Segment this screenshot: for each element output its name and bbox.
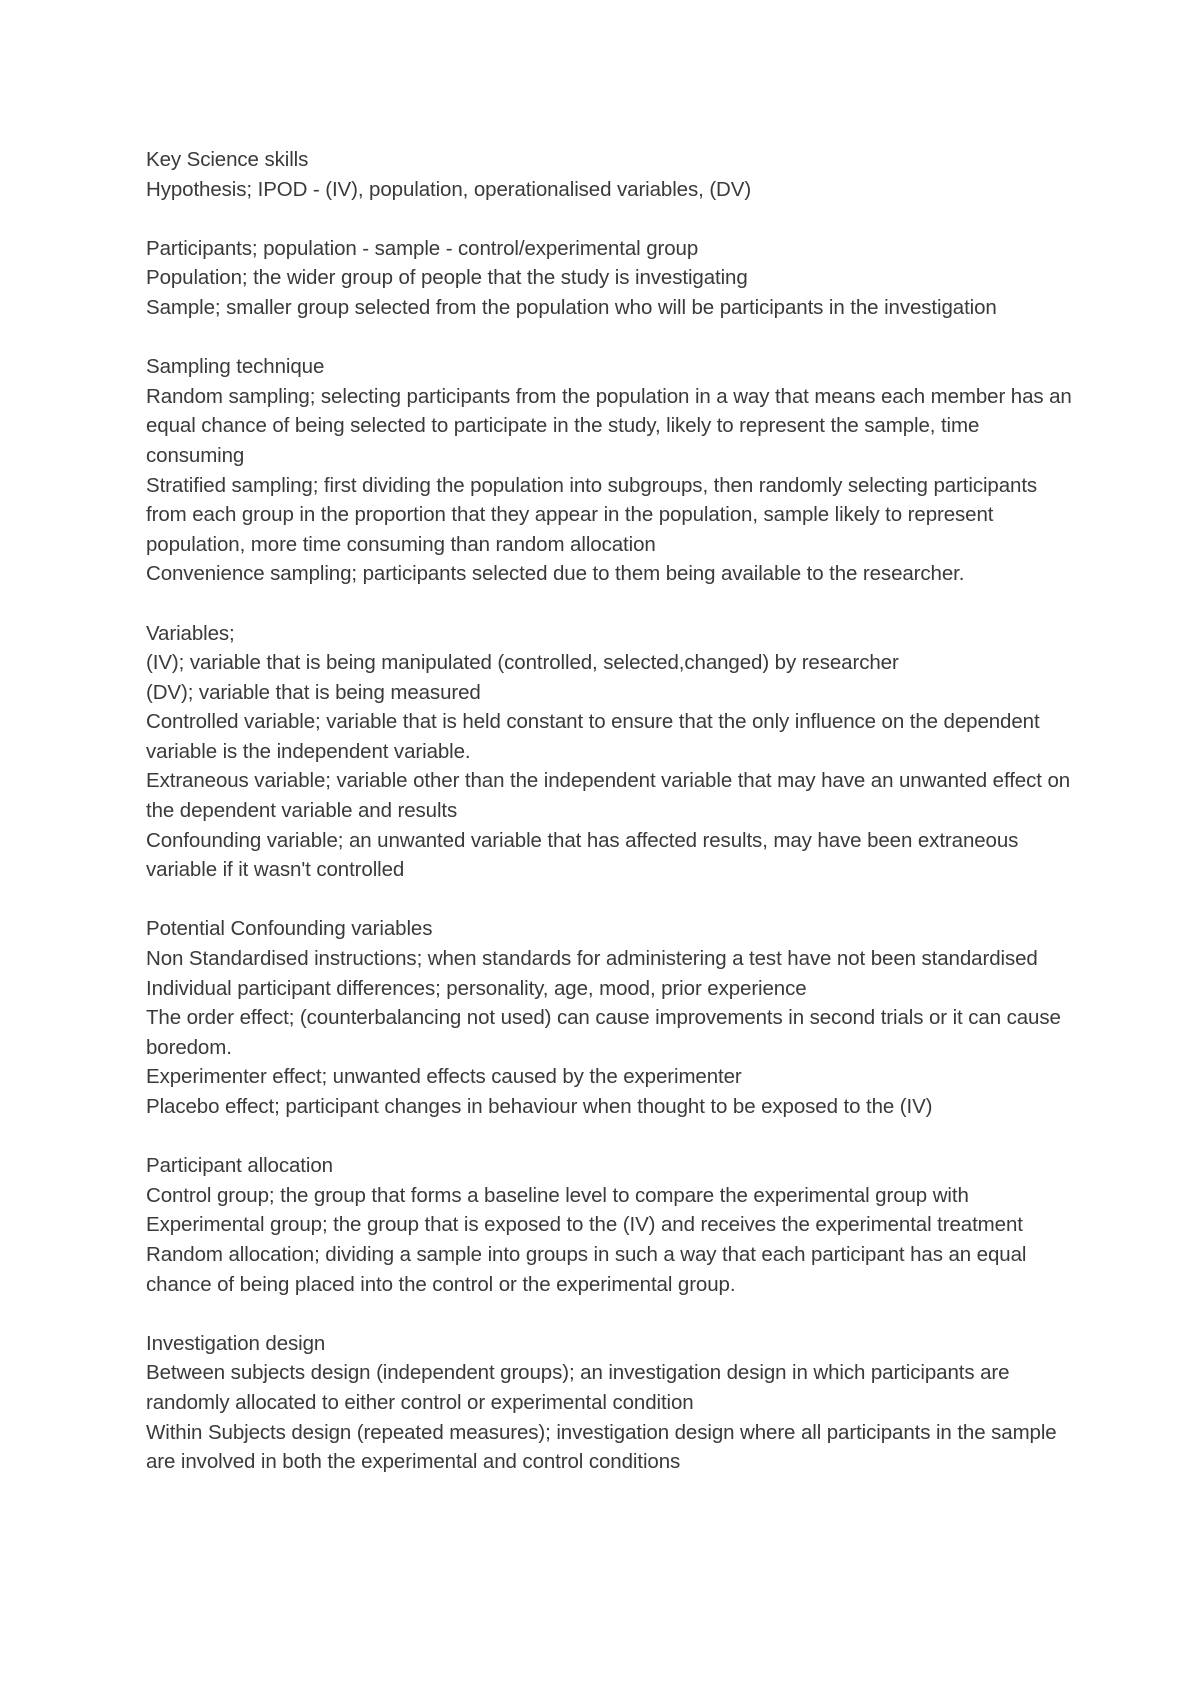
text-line: Non Standardised instructions; when standards for administering a test have not been standardised [146, 947, 1038, 971]
text-line: Random sampling; selecting participants from the population in a way that means each member has an equal chance of being selected to participate in the study, likely to represent the sample, time consuming [146, 384, 1072, 467]
document-title: Key Science skills [146, 148, 309, 171]
text-line: Between subjects design (independent groups); an investigation design in which participants are randomly allocated to either control or experimental condition [146, 1361, 1010, 1414]
blank-line [146, 1299, 1076, 1329]
section-heading: Sampling technique [146, 355, 325, 379]
text-line: (DV); variable that is being measured [146, 680, 481, 704]
text-line: Extraneous variable; variable other than the independent variable that may have an unwanted effect on the dependent variable and results [146, 769, 1071, 823]
text-line: Convenience sampling; participants selected due to them being available to the researcher. [146, 562, 965, 586]
text-line: Placebo effect; participant changes in behaviour when thought to be exposed to the (IV) [146, 1095, 933, 1118]
section-heading: Investigation design [146, 1331, 326, 1355]
text-line: (IV); variable that is being manipulated (controlled, selected,changed) by researcher [146, 651, 899, 675]
blank-line [146, 1122, 1076, 1152]
text-line: Control group; the group that forms a baseline level to compare the experimental group with [146, 1183, 969, 1207]
text-line: Stratified sampling; first dividing the population into subgroups, then randomly selecting participants from each group in the proportion that they appear in the population, sample likely to represent population, more time consuming than random allocation [146, 473, 1038, 556]
text-line: Individual participant differences; personality, age, mood, prior experience [146, 976, 807, 1000]
text-line: Sample; smaller group selected from the population who will be participants in the investigation [146, 295, 997, 319]
text-line: Experimenter effect; unwanted effects caused by the experimenter [146, 1065, 742, 1089]
text-line: Experimental group; the group that is exposed to the (IV) and receives the experimental treatment [146, 1213, 1023, 1237]
document-body [146, 145, 1076, 1477]
section-heading: Participant allocation [146, 1154, 333, 1178]
section-heading: Variables; [146, 621, 235, 645]
section-heading: Potential Confounding variables [146, 917, 433, 941]
blank-line [146, 323, 1076, 353]
blank-line [146, 204, 1076, 234]
text-line: Hypothesis; IPOD - (IV), population, operationalised variables, (DV) [146, 177, 752, 201]
text-line: Confounding variable; an unwanted variable that has affected results, may have been extraneous variable if it wasn't controlled [146, 828, 1019, 882]
blank-line [146, 589, 1076, 619]
text-line: Within Subjects design (repeated measures); investigation design where all participants in the sample are involved in both the experimental and control conditions [146, 1420, 1057, 1474]
blank-line [146, 885, 1076, 915]
text-line: Population; the wider group of people that the study is investigating [146, 266, 748, 290]
text-line: Random allocation; dividing a sample into groups in such a way that each participant has an equal chance of being placed into the control or the experimental group. [146, 1242, 1027, 1296]
text-line: The order effect; (counterbalancing not used) can cause improvements in second trials or it can cause boredom. [146, 1006, 1061, 1059]
text-line: Participants; population - sample - control/experimental group [146, 236, 699, 260]
text-line: Controlled variable; variable that is held constant to ensure that the only influence on the dependent variable is the independent variable. [146, 710, 1040, 763]
